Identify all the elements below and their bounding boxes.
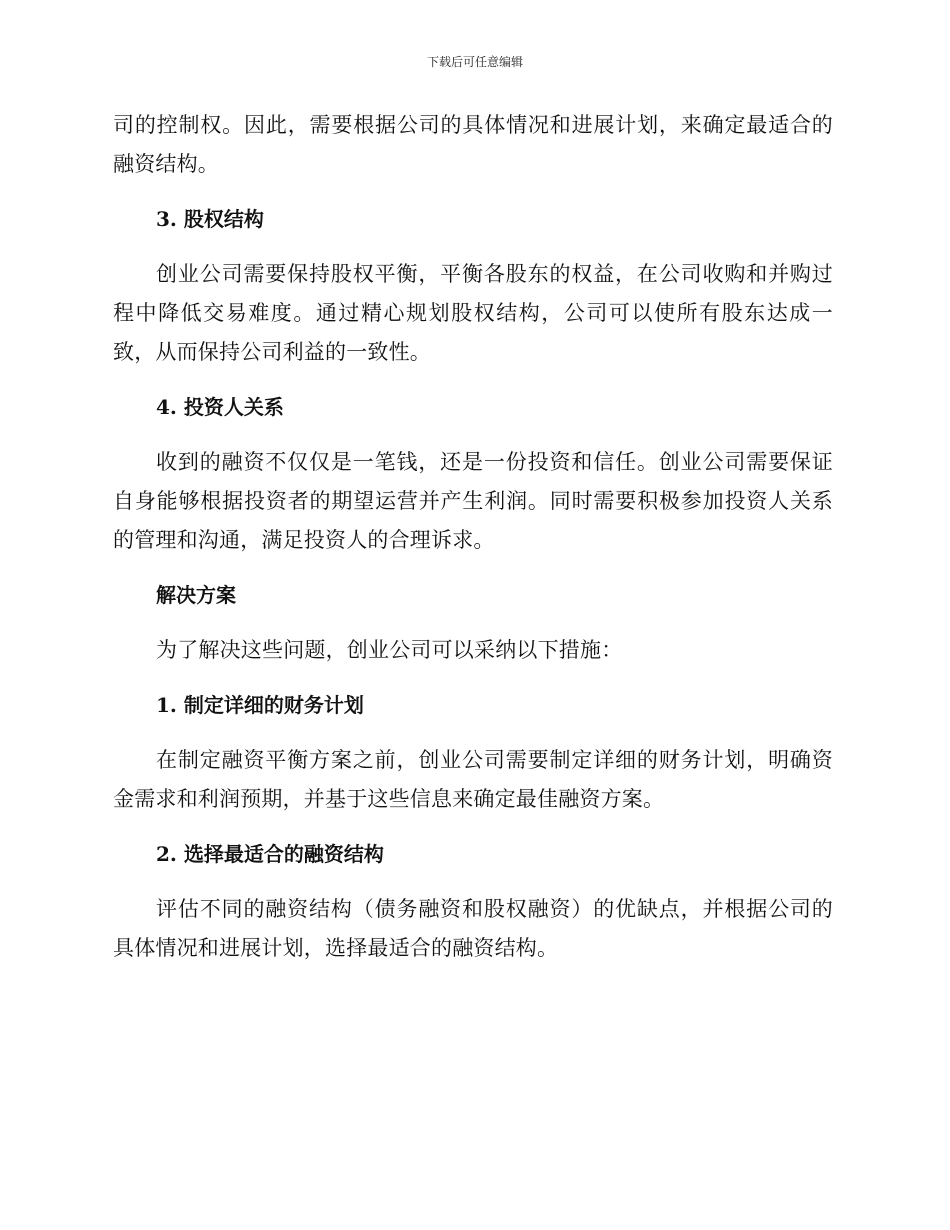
paragraph-financing-structure: 评估不同的融资结构（债务融资和股权融资）的优缺点，并根据公司的具体情况和进展计划，选择最适合的融资结构。 bbox=[113, 897, 833, 960]
section-heading-financial-plan: 1. 制定详细的财务计划 bbox=[156, 693, 364, 717]
spacer bbox=[113, 427, 833, 443]
spacer bbox=[113, 372, 833, 388]
spacer bbox=[113, 239, 833, 255]
paragraph-solution-intro: 为了解决这些问题，创业公司可以采纳以下措施： bbox=[156, 638, 623, 662]
spacer bbox=[113, 184, 833, 200]
spacer bbox=[113, 670, 833, 686]
document-body bbox=[113, 106, 833, 968]
spacer bbox=[113, 615, 833, 631]
paragraph-investor-relations: 收到的融资不仅仅是一笔钱，还是一份投资和信任。创业公司需要保证自身能够根据投资者的期望运营并产生利润。同时需要积极参加投资人关系的管理和沟通，满足投资人的合理诉求。 bbox=[113, 450, 833, 552]
paragraph-financial-plan: 在制定融资平衡方案之前，创业公司需要制定详细的财务计划，明确资金需求和利润预期，并基于这些信息来确定最佳融资方案。 bbox=[113, 748, 833, 811]
spacer bbox=[113, 874, 833, 890]
spacer bbox=[113, 560, 833, 576]
section-heading-equity-structure: 3. 股权结构 bbox=[156, 207, 264, 231]
paragraph-equity-structure: 创业公司需要保持股权平衡，平衡各股东的权益，在公司收购和并购过程中降低交易难度。通过精心规划股权结构，公司可以使所有股东达成一致，从而保持公司利益的一致性。 bbox=[113, 262, 833, 364]
section-heading-solution: 解决方案 bbox=[156, 583, 236, 607]
section-heading-investor-relations: 4. 投资人关系 bbox=[156, 395, 284, 419]
section-heading-financing-structure: 2. 选择最适合的融资结构 bbox=[156, 842, 384, 866]
page-header-note: 下载后可任意编辑 bbox=[426, 55, 523, 69]
spacer bbox=[113, 725, 833, 741]
continued-paragraph: 司的控制权。因此，需要根据公司的具体情况和进展计划，来确定最适合的融资结构。 bbox=[113, 113, 833, 176]
spacer bbox=[113, 819, 833, 835]
